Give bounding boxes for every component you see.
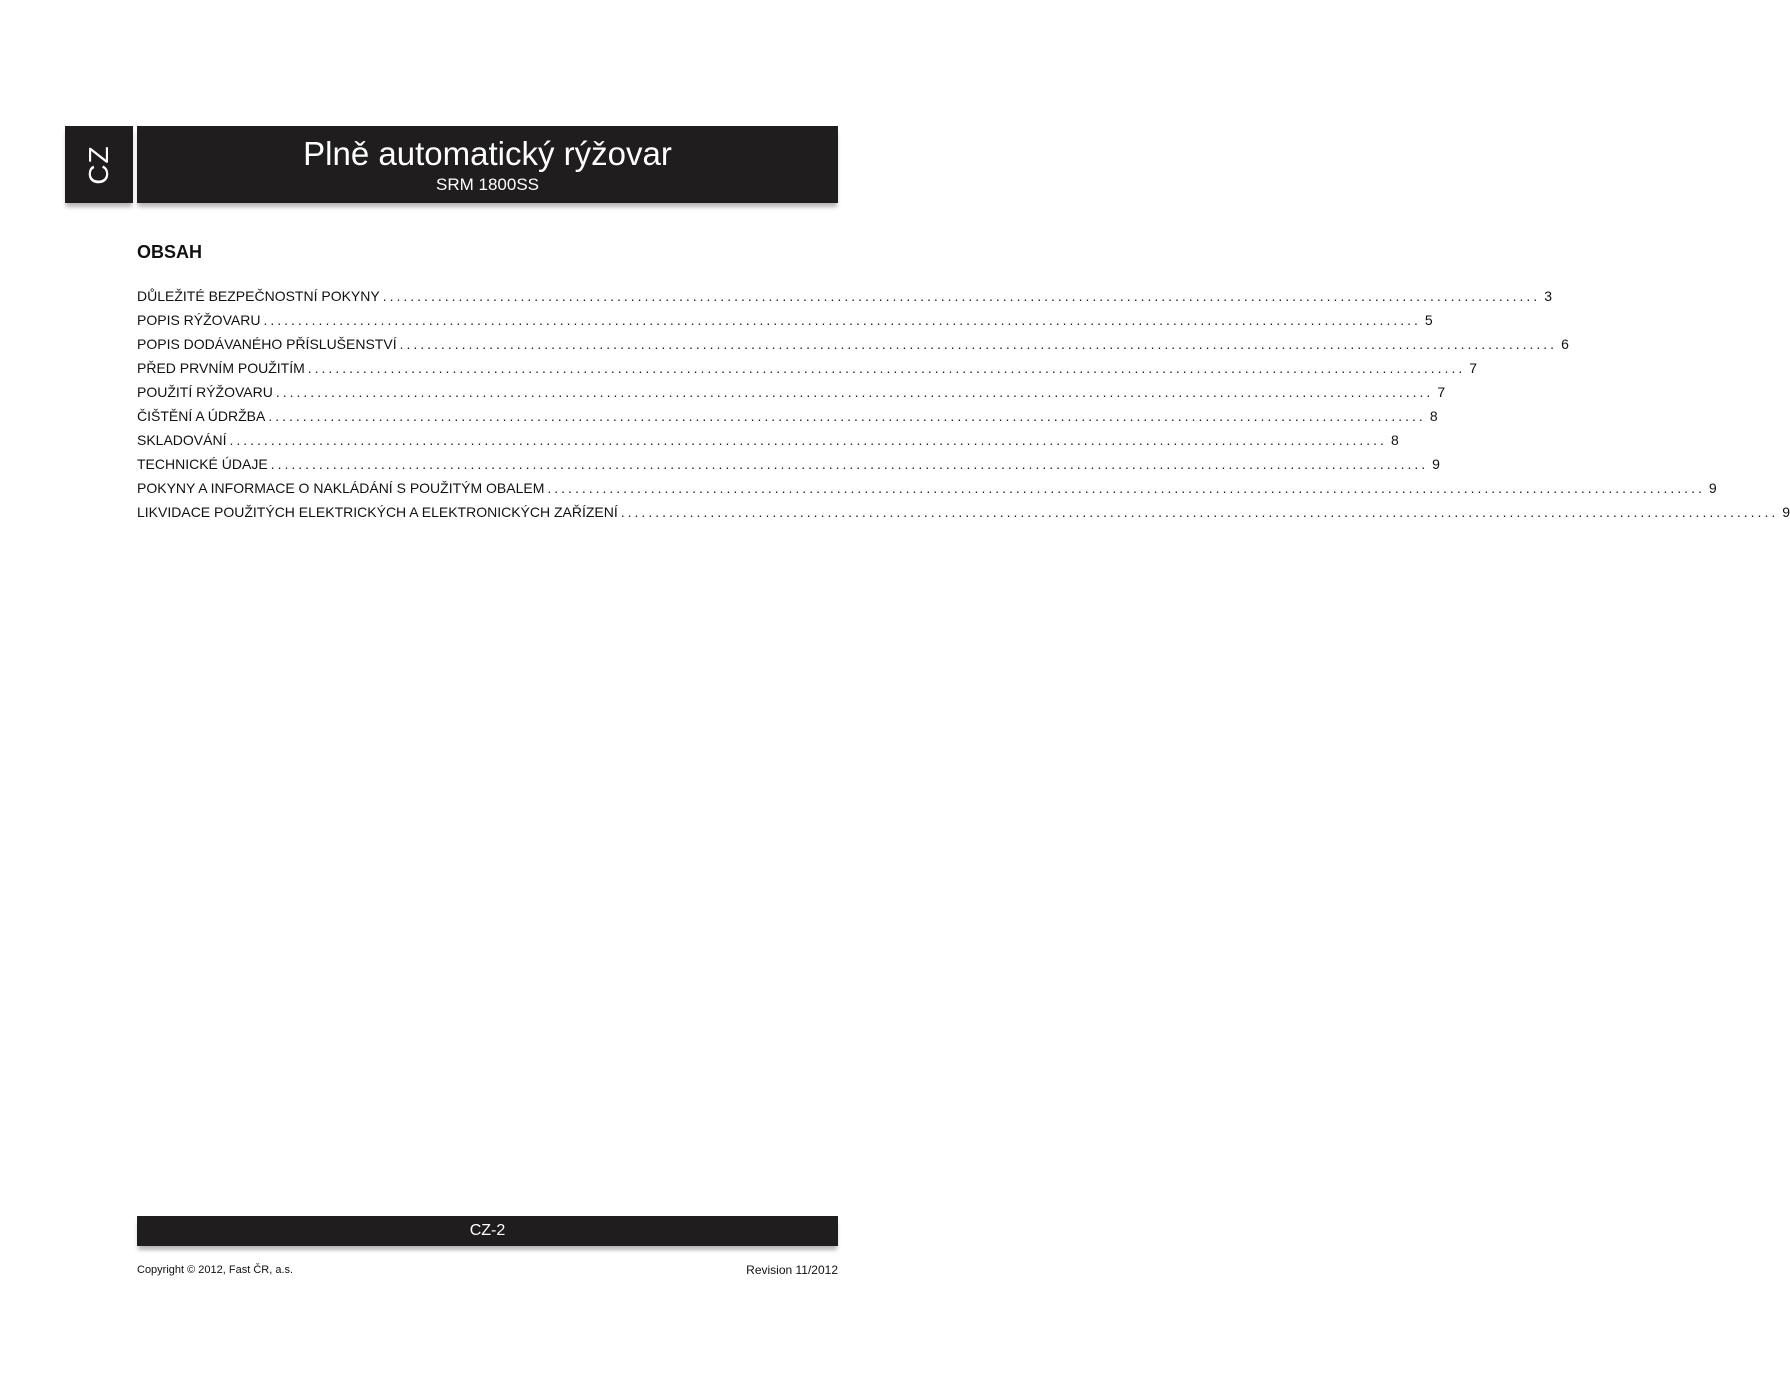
table-of-contents [137,284,1790,524]
toc-leader-dots: ........................................................................................................................................................................ [307,360,1466,376]
toc-entry[interactable] [137,284,1552,308]
toc-entry-label: DŮLEŽITÉ BEZPEČNOSTNÍ POKYNY [137,288,380,304]
toc-entry[interactable] [137,404,1438,428]
page-title: Plně automatický rýžovar [303,135,672,172]
toc-entry-page: 9 [1708,480,1717,496]
toc-entry-page: 7 [1469,360,1478,376]
toc-entry-label: ČIŠTĚNÍ A ÚDRŽBA [137,408,266,424]
title-bar [137,126,838,203]
toc-leader-dots: ........................................................................................................................................................................ [620,504,1779,520]
toc-entry-page: 8 [1390,432,1399,448]
language-tab [65,126,133,203]
revision-label: Revision 11/2012 [746,1263,838,1277]
toc-entry-page: 7 [1437,384,1446,400]
copyright-notice: Copyright © 2012, Fast ČR, a.s. [137,1264,294,1276]
toc-entry[interactable] [137,452,1440,476]
toc-entry-label: POUŽITÍ RÝŽOVARU [137,384,273,400]
toc-entry[interactable] [137,500,1790,524]
toc-entry[interactable] [137,428,1399,452]
toc-leader-dots: ........................................................................................................................................................................ [263,312,1421,328]
toc-leader-dots: ........................................................................................................................................................................ [399,336,1558,352]
toc-leader-dots: ........................................................................................................................................................................ [275,384,1434,400]
toc-entry[interactable] [137,332,1569,356]
toc-leader-dots: ........................................................................................................................................................................ [382,288,1541,304]
footer-page-bar [137,1216,838,1246]
toc-entry[interactable] [137,308,1433,332]
toc-entry-page: 8 [1429,408,1438,424]
toc-entry[interactable] [137,356,1478,380]
toc-leader-dots: ........................................................................................................................................................................ [229,432,1387,448]
toc-entry-page: 9 [1432,456,1440,472]
model-number: SRM 1800SS [436,175,539,194]
toc-entry-page: 3 [1544,288,1552,304]
toc-entry-label: POKYNY A INFORMACE O NAKLÁDÁNÍ S POUŽITÝM OBALEM [137,480,545,496]
toc-entry-label: LIKVIDACE POUŽITÝCH ELEKTRICKÝCH A ELEKTRONICKÝCH ZAŘÍZENÍ [137,504,618,520]
toc-leader-dots: ........................................................................................................................................................................ [268,408,1426,424]
page-number: CZ-2 [469,1222,506,1239]
toc-entry[interactable] [137,476,1717,500]
toc-leader-dots: ........................................................................................................................................................................ [547,480,1705,496]
toc-entry[interactable] [137,380,1446,404]
toc-entry-label: POPIS DODÁVANÉHO PŘÍSLUŠENSTVÍ [137,336,397,352]
toc-leader-dots: ........................................................................................................................................................................ [270,456,1429,472]
language-tab-label: CZ [83,144,114,185]
toc-entry-page: 5 [1424,312,1433,328]
toc-entry-label: SKLADOVÁNÍ [137,432,227,448]
toc-entry-page: 9 [1782,504,1790,520]
toc-heading: OBSAH [137,242,203,262]
toc-entry-label: PŘED PRVNÍM POUŽITÍM [137,360,305,376]
toc-entry-label: POPIS RÝŽOVARU [137,312,261,328]
toc-entry-label: TECHNICKÉ ÚDAJE [137,456,268,472]
toc-entry-page: 6 [1561,336,1569,352]
